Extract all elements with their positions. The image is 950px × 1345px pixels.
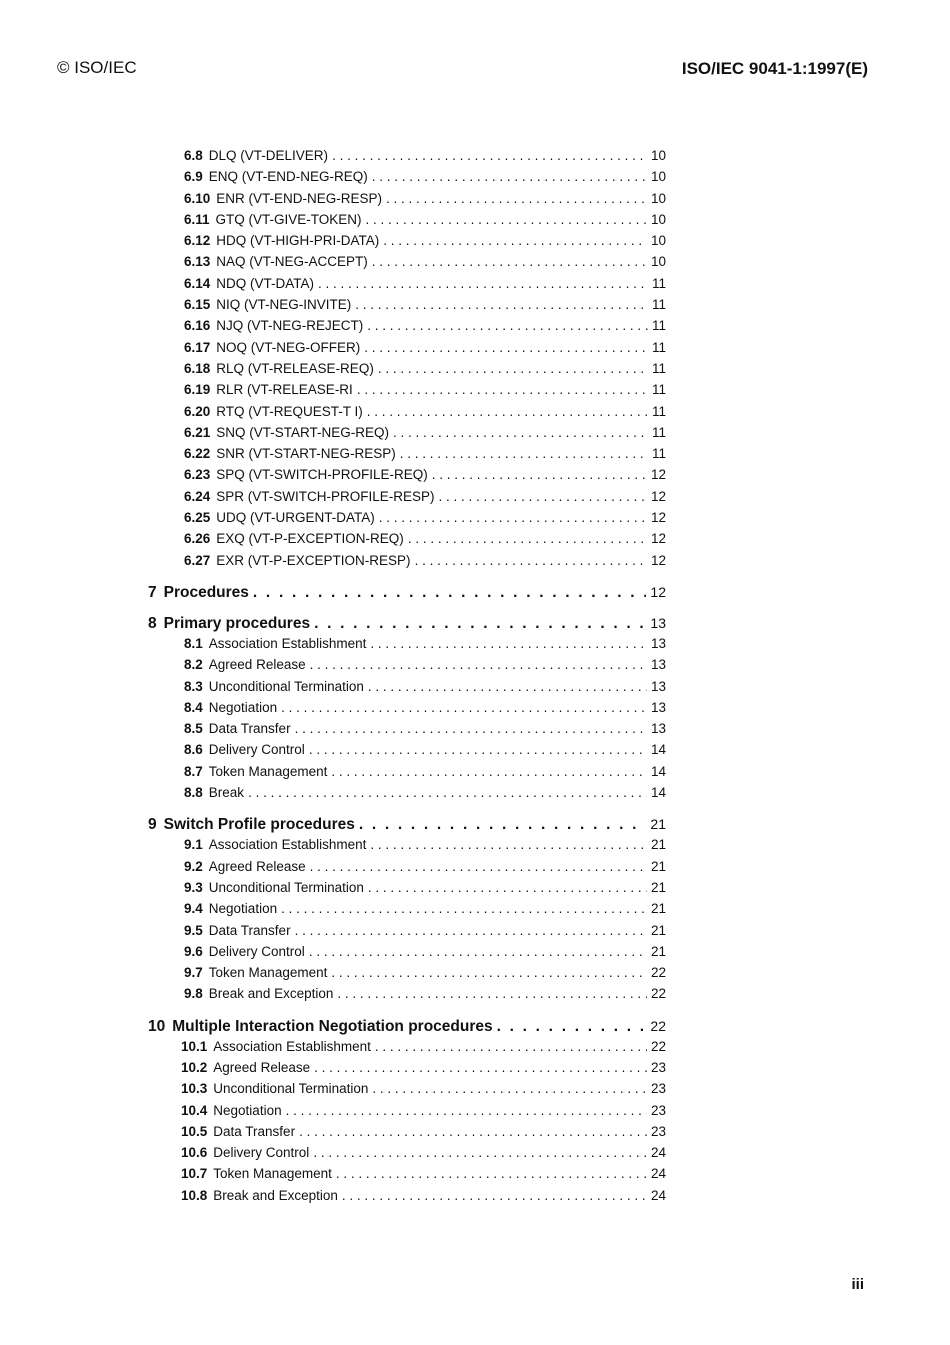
toc-entry[interactable] xyxy=(148,923,666,944)
toc-entry-title: NIQ (VT-NEG-INVITE) xyxy=(216,297,352,313)
toc-entry[interactable] xyxy=(148,700,666,721)
toc-leader-dots xyxy=(383,233,647,248)
toc-leader-dots xyxy=(378,361,648,376)
toc-leader-dots xyxy=(372,169,647,184)
toc-entry-page: 10 xyxy=(650,211,666,227)
toc-entry-page: 24 xyxy=(650,1145,666,1161)
toc-entry-page: 11 xyxy=(651,297,666,313)
toc-entry-page: 24 xyxy=(650,1187,666,1203)
toc-entry-page: 11 xyxy=(651,339,666,355)
toc-entry-page: 10 xyxy=(650,254,666,270)
toc-entry[interactable] xyxy=(148,1124,666,1145)
toc-entry-title: HDQ (VT-HIGH-PRI-DATA) xyxy=(216,233,380,249)
toc-entry-title: RTQ (VT-REQUEST-T I) xyxy=(216,403,363,419)
table-of-contents xyxy=(148,148,666,1209)
toc-entry[interactable] xyxy=(148,489,666,510)
toc-entry-page: 14 xyxy=(650,763,666,779)
toc-leader-dots xyxy=(355,297,648,312)
toc-entry-title: Data Transfer xyxy=(208,721,291,737)
toc-entry-number: 8.8 xyxy=(184,785,203,801)
toc-entry-page: 21 xyxy=(650,922,666,938)
toc-entry-title: Token Management xyxy=(208,763,328,779)
toc-entry-title: NAQ (VT-NEG-ACCEPT) xyxy=(216,254,368,270)
toc-entry-page: 11 xyxy=(651,446,666,462)
toc-group-6 xyxy=(148,148,666,574)
toc-entry-title: Unconditional Termination xyxy=(208,678,364,694)
toc-entry[interactable] xyxy=(148,636,666,657)
toc-entry-number: 9.2 xyxy=(184,858,203,874)
toc-leader-dots xyxy=(331,764,647,779)
toc-entry-number: 10.7 xyxy=(181,1166,208,1182)
toc-leader-dots xyxy=(310,657,647,672)
toc-entry-title: Break and Exception xyxy=(213,1187,338,1203)
toc-entry-page: 24 xyxy=(650,1166,666,1182)
toc-entry[interactable] xyxy=(148,361,666,382)
toc-entry-page: 23 xyxy=(650,1081,666,1097)
toc-entry-title: EXQ (VT-P-EXCEPTION-REQ) xyxy=(216,531,404,547)
toc-leader-dots xyxy=(400,446,648,461)
toc-group-9 xyxy=(148,837,666,1007)
toc-entry[interactable] xyxy=(148,254,666,275)
toc-entry-number: 6.18 xyxy=(184,360,211,376)
toc-section-number: 7 xyxy=(148,583,157,601)
toc-entry-page: 21 xyxy=(650,901,666,917)
toc-entry-page: 13 xyxy=(650,657,666,673)
toc-entry-number: 6.10 xyxy=(184,190,211,206)
toc-entry-number: 6.16 xyxy=(184,318,211,334)
toc-leader-dots xyxy=(295,923,647,938)
toc-entry-title: Association Establishment xyxy=(213,1038,371,1054)
toc-entry[interactable] xyxy=(148,986,666,1007)
toc-section-page: 12 xyxy=(650,583,666,600)
toc-entry-number: 10.3 xyxy=(181,1081,208,1097)
toc-entry-page: 13 xyxy=(650,635,666,651)
toc-leader-dots xyxy=(281,700,647,715)
toc-entry-number: 6.25 xyxy=(184,510,211,526)
toc-leader-dots xyxy=(331,965,647,980)
toc-section-page: 22 xyxy=(650,1017,666,1034)
toc-entry[interactable] xyxy=(148,148,666,169)
toc-entry-title: Negotiation xyxy=(208,699,278,715)
toc-leader-dots xyxy=(367,404,648,419)
toc-entry-title: Break xyxy=(208,785,245,801)
toc-entry-title: Data Transfer xyxy=(208,922,291,938)
toc-entry-number: 10.6 xyxy=(181,1145,208,1161)
toc-section-title: Switch Profile procedures xyxy=(163,816,355,834)
toc-entry[interactable] xyxy=(148,742,666,763)
toc-entry-number: 10.5 xyxy=(181,1123,208,1139)
toc-section-8[interactable] xyxy=(148,615,666,636)
toc-entry-number: 9.8 xyxy=(184,986,203,1002)
toc-entry[interactable] xyxy=(148,446,666,467)
toc-section-page: 13 xyxy=(650,614,666,631)
toc-entry-page: 13 xyxy=(650,699,666,715)
toc-entry-page: 14 xyxy=(650,742,666,758)
toc-entry-page: 10 xyxy=(650,190,666,206)
toc-entry-title: UDQ (VT-URGENT-DATA) xyxy=(216,510,375,526)
toc-entry[interactable] xyxy=(148,901,666,922)
toc-leader-dots xyxy=(314,615,646,633)
toc-entry[interactable] xyxy=(148,657,666,678)
toc-leader-dots xyxy=(253,584,647,602)
toc-entry-page: 11 xyxy=(651,318,666,334)
toc-entry-number: 8.2 xyxy=(184,657,203,673)
toc-entry-number: 6.22 xyxy=(184,446,211,462)
toc-entry[interactable] xyxy=(148,1188,666,1209)
toc-entry-page: 10 xyxy=(650,169,666,185)
toc-leader-dots xyxy=(342,1188,647,1203)
toc-entry[interactable] xyxy=(148,837,666,858)
toc-entry-number: 6.13 xyxy=(184,254,211,270)
toc-entry-page: 21 xyxy=(650,858,666,874)
toc-group-8 xyxy=(148,636,666,806)
toc-leader-dots xyxy=(372,1081,647,1096)
toc-section-title: Primary procedures xyxy=(163,614,311,632)
toc-entry-title: Data Transfer xyxy=(213,1123,296,1139)
toc-entry-page: 21 xyxy=(650,837,666,853)
toc-entry-page: 13 xyxy=(650,678,666,694)
toc-leader-dots xyxy=(310,859,647,874)
toc-entry-number: 6.12 xyxy=(184,233,211,249)
toc-leader-dots xyxy=(359,816,647,834)
toc-entry-number: 6.17 xyxy=(184,339,211,355)
toc-entry-title: Break and Exception xyxy=(208,986,334,1002)
toc-leader-dots xyxy=(281,901,647,916)
toc-entry-number: 8.3 xyxy=(184,678,203,694)
toc-entry[interactable] xyxy=(148,233,666,254)
toc-entry[interactable] xyxy=(148,721,666,742)
toc-entry-page: 14 xyxy=(650,785,666,801)
toc-leader-dots xyxy=(248,785,647,800)
toc-entry[interactable] xyxy=(148,1081,666,1102)
toc-entry[interactable] xyxy=(148,553,666,574)
toc-leader-dots xyxy=(415,553,647,568)
toc-entry-number: 6.8 xyxy=(184,148,203,163)
toc-entry-number: 9.3 xyxy=(184,879,203,895)
toc-section-10[interactable] xyxy=(148,1018,666,1039)
toc-entry-number: 8.5 xyxy=(184,721,203,737)
toc-entry-title: NOQ (VT-NEG-OFFER) xyxy=(216,339,361,355)
toc-entry-number: 6.27 xyxy=(184,552,211,568)
toc-leader-dots xyxy=(309,944,647,959)
toc-entry-title: ENQ (VT-END-NEG-REQ) xyxy=(208,169,368,185)
toc-entry[interactable] xyxy=(148,404,666,425)
toc-entry-title: EXR (VT-P-EXCEPTION-RESP) xyxy=(216,552,411,568)
toc-entry-title: NJQ (VT-NEG-REJECT) xyxy=(216,318,364,334)
toc-entry-number: 10.4 xyxy=(181,1102,208,1118)
toc-leader-dots xyxy=(366,212,647,227)
toc-entry[interactable] xyxy=(148,1039,666,1060)
toc-section-number: 10 xyxy=(148,1017,166,1035)
toc-entry[interactable] xyxy=(148,679,666,700)
toc-entry[interactable] xyxy=(148,880,666,901)
toc-leader-dots xyxy=(357,382,648,397)
toc-leader-dots xyxy=(336,1166,647,1181)
toc-entry-page: 11 xyxy=(651,424,666,440)
toc-entry-title: SPR (VT-SWITCH-PROFILE-RESP) xyxy=(216,488,435,504)
toc-section-page: 21 xyxy=(650,816,666,833)
toc-entry-title: Delivery Control xyxy=(213,1145,310,1161)
toc-entry-number: 9.5 xyxy=(184,922,203,938)
toc-entry-title: SPQ (VT-SWITCH-PROFILE-REQ) xyxy=(216,467,428,483)
toc-entry-title: Association Establishment xyxy=(208,635,367,651)
toc-leader-dots xyxy=(313,1145,647,1160)
toc-entry-title: NDQ (VT-DATA) xyxy=(216,275,315,291)
toc-entry[interactable] xyxy=(148,1145,666,1166)
toc-entry-number: 6.9 xyxy=(184,169,203,185)
toc-entry[interactable] xyxy=(148,859,666,880)
toc-entry-title: Unconditional Termination xyxy=(213,1081,369,1097)
toc-entry-title: ENR (VT-END-NEG-RESP) xyxy=(216,190,383,206)
toc-entry-title: SNQ (VT-START-NEG-REQ) xyxy=(216,424,390,440)
toc-entry-page: 23 xyxy=(650,1102,666,1118)
toc-section-7[interactable] xyxy=(148,584,666,605)
toc-entry-page: 12 xyxy=(650,488,666,504)
toc-entry-number: 6.26 xyxy=(184,531,211,547)
toc-entry-title: Agreed Release xyxy=(208,657,306,673)
toc-entry-number: 9.7 xyxy=(184,965,203,981)
toc-entry-page: 12 xyxy=(650,531,666,547)
toc-entry[interactable] xyxy=(148,1103,666,1124)
toc-entry-page: 12 xyxy=(650,552,666,568)
toc-entry[interactable] xyxy=(148,1166,666,1187)
toc-entry-number: 9.1 xyxy=(184,837,203,853)
toc-entry-page: 23 xyxy=(650,1123,666,1139)
toc-entry-page: 22 xyxy=(650,986,666,1002)
toc-entry[interactable] xyxy=(148,764,666,785)
toc-entry-number: 6.21 xyxy=(184,424,211,440)
toc-entry-number: 8.6 xyxy=(184,742,203,758)
toc-entry[interactable] xyxy=(148,191,666,212)
toc-entry-page: 10 xyxy=(650,148,666,163)
toc-leader-dots xyxy=(379,510,647,525)
toc-entry[interactable] xyxy=(148,531,666,552)
toc-entry-page: 22 xyxy=(650,1038,666,1054)
toc-entry-number: 6.15 xyxy=(184,297,211,313)
toc-leader-dots xyxy=(367,318,648,333)
toc-leader-dots xyxy=(393,425,648,440)
toc-entry[interactable] xyxy=(148,1060,666,1081)
toc-entry[interactable] xyxy=(148,425,666,446)
toc-entry-number: 10.8 xyxy=(181,1187,208,1203)
toc-entry-number: 6.14 xyxy=(184,275,211,291)
toc-entry-page: 21 xyxy=(650,943,666,959)
toc-entry[interactable] xyxy=(148,467,666,488)
toc-leader-dots xyxy=(439,489,647,504)
toc-entry-title: RLQ (VT-RELEASE-REQ) xyxy=(216,360,374,376)
toc-entry-page: 11 xyxy=(651,403,666,419)
toc-leader-dots xyxy=(370,636,647,651)
toc-entry-number: 10.2 xyxy=(181,1059,208,1075)
toc-leader-dots xyxy=(368,679,647,694)
toc-leader-dots xyxy=(368,880,647,895)
toc-entry-page: 12 xyxy=(650,510,666,526)
toc-entry-number: 6.11 xyxy=(184,211,210,227)
toc-entry[interactable] xyxy=(148,169,666,190)
toc-leader-dots xyxy=(375,1039,647,1054)
toc-group-10 xyxy=(148,1039,666,1209)
toc-entry-number: 8.7 xyxy=(184,763,203,779)
toc-entry-title: Association Establishment xyxy=(208,837,367,853)
toc-leader-dots xyxy=(295,721,647,736)
toc-entry[interactable] xyxy=(148,276,666,297)
toc-entry-title: Delivery Control xyxy=(208,943,305,959)
toc-entry[interactable] xyxy=(148,340,666,361)
toc-entry-page: 22 xyxy=(650,965,666,981)
toc-entry-title: Delivery Control xyxy=(208,742,305,758)
toc-entry-title: Negotiation xyxy=(213,1102,282,1118)
toc-entry[interactable] xyxy=(148,212,666,233)
toc-entry-number: 8.1 xyxy=(184,635,203,651)
toc-entry[interactable] xyxy=(148,785,666,806)
toc-entry-number: 9.6 xyxy=(184,943,203,959)
toc-entry-page: 13 xyxy=(650,721,666,737)
toc-entry-title: Unconditional Termination xyxy=(208,879,364,895)
toc-leader-dots xyxy=(337,986,647,1001)
toc-entry-number: 6.20 xyxy=(184,403,211,419)
toc-leader-dots xyxy=(497,1018,647,1036)
toc-entry[interactable] xyxy=(148,318,666,339)
toc-entry[interactable] xyxy=(148,297,666,318)
toc-leader-dots xyxy=(309,742,647,757)
page-number: iii xyxy=(851,1276,864,1293)
toc-entry-page: 11 xyxy=(651,360,666,376)
toc-leader-dots xyxy=(286,1103,647,1118)
toc-entry-number: 10.1 xyxy=(181,1038,208,1054)
toc-entry-number: 6.19 xyxy=(184,382,211,398)
toc-entry-page: 11 xyxy=(651,382,666,398)
toc-entry-title: Token Management xyxy=(208,965,328,981)
toc-section-number: 9 xyxy=(148,816,157,834)
toc-entry-title: Token Management xyxy=(213,1166,332,1182)
toc-entry-number: 6.24 xyxy=(184,488,211,504)
toc-entry[interactable] xyxy=(148,382,666,403)
toc-section-title: Multiple Interaction Negotiation procedures xyxy=(172,1017,493,1035)
toc-entry-title: SNR (VT-START-NEG-RESP) xyxy=(216,446,396,462)
toc-entry-number: 8.4 xyxy=(184,699,203,715)
toc-entry-title: RLR (VT-RELEASE-RI xyxy=(216,382,353,398)
toc-entry-title: Agreed Release xyxy=(213,1059,311,1075)
toc-leader-dots xyxy=(386,191,647,206)
toc-leader-dots xyxy=(370,837,647,852)
toc-section-number: 8 xyxy=(148,614,157,632)
toc-entry-page: 23 xyxy=(650,1059,666,1075)
toc-entry-title: Negotiation xyxy=(208,901,278,917)
toc-entry-title: GTQ (VT-GIVE-TOKEN) xyxy=(215,211,362,227)
toc-entry-number: 6.23 xyxy=(184,467,211,483)
toc-leader-dots xyxy=(332,148,647,163)
toc-leader-dots xyxy=(432,467,647,482)
header-standard-id: ISO/IEC 9041-1:1997(E) xyxy=(681,59,868,78)
toc-entry-page: 11 xyxy=(651,275,666,291)
toc-leader-dots xyxy=(318,276,648,291)
toc-leader-dots xyxy=(372,254,647,269)
toc-section-title: Procedures xyxy=(163,583,249,601)
toc-entry-number: 9.4 xyxy=(184,901,203,917)
toc-entry[interactable] xyxy=(148,965,666,986)
toc-section-9[interactable] xyxy=(148,816,666,837)
toc-leader-dots xyxy=(314,1060,647,1075)
toc-entry-title: Agreed Release xyxy=(208,858,306,874)
toc-entry-page: 21 xyxy=(650,879,666,895)
toc-entry-page: 12 xyxy=(650,467,666,483)
header-copyright: © ISO/IEC xyxy=(57,58,137,77)
toc-leader-dots xyxy=(299,1124,647,1139)
toc-entry[interactable] xyxy=(148,944,666,965)
toc-entry-title: DLQ (VT-DELIVER) xyxy=(208,148,329,163)
toc-entry-page: 10 xyxy=(650,233,666,249)
toc-entry[interactable] xyxy=(148,510,666,531)
toc-leader-dots xyxy=(408,531,647,546)
toc-leader-dots xyxy=(364,340,648,355)
